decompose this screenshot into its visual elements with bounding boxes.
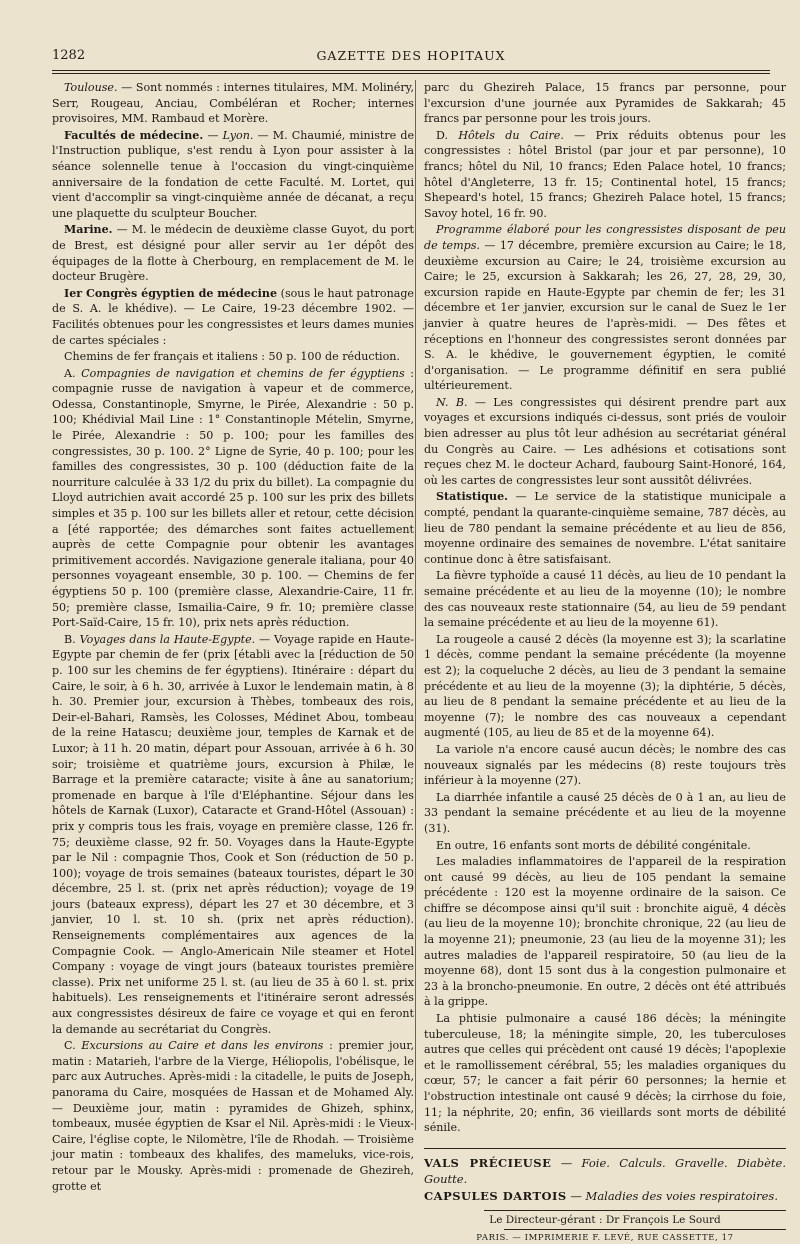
paragraph-marine: [52, 222, 414, 284]
paragraph-diarrhee: [424, 790, 786, 837]
lead-a-label: A.: [64, 366, 76, 380]
text-ghezireh: parc du Ghezireh Palace, 15 francs par personne, pour l'excursion d'une journée aux Pyramides de Sakkarah; 45 francs par personne pour les trois jours.: [424, 81, 786, 126]
lead-hotels: Hôtels du Caire.: [458, 128, 564, 142]
advert-vals: [424, 1155, 786, 1187]
paragraph-navigation: [52, 366, 414, 631]
lead-congres: Ier Congrès égyptien de médecine: [64, 286, 278, 300]
text-phtisie: La phtisie pulmonaire a causé 186 décès; la méningite tuberculeuse, 18; la méningite simple, 20, les tuberculoses autres que celles qui précèdent ont causé 19 décès; l'apoplexie et le ramollissement cérébral, 55; les maladies organiques du cœur, 57; le cancer a fait périr 60 personnes; la hernie et l'obstruction intestinale ont causé 9 décès; la cirrhose du foie, 11; la néphrite, 20; enfin, 36 vieillards sont morts de débilité sénile.: [424, 1012, 786, 1135]
text-fievre: La fièvre typhoïde a causé 11 décès, au lieu de 10 pendant la semaine précédente et au lieu de la moyenne (10); le nombre des cas nouveaux reste stationnaire (54, au lieu de 59 pendant la semaine précédente et au lieu de la moyenne 61).: [424, 569, 786, 630]
printer-imprint: PARIS. — IMPRIMERIE F. LEVÉ, RUE CASSETTE, 17: [476, 1232, 734, 1243]
text-voyages: — Voyage rapide en Haute-Egypte par chemin de fer (prix [établi avec la [réduction de 50 p. 100 sur les chemins de fer égyptiens). Itinéraire : départ du Caire, le soir, à 6 h. 30, arrivée à Luxor le lendemain matin, à 8 h. 30. Premier jour, excursion à Thèbes, tombeaux des rois, Deir-el-Bahari, Ramsès, les Colosses, Médinet Abou, tombeau de la reine Hatascu; deuxième jour, temples de Karnak et de Luxor; à 11 h. 20 matin, départ pour Assouan, arrivée à 6 h. 30 soir; troisième et quatrième jours, excursion à Philæ, le Barrage et la première cataracte; visite à âne au sanatorium; promenade en barque à l'île d'Eléphantine. Séjour dans les hôtels de Karnak (Luxor), Cataracte et Grand-Hôtel (Assouan) : prix y compris tous les frais, voyage en première classe, 126 fr. 75; deuxième classe, 92 fr. 50. Voyages dans la Haute-Egypte par le Nil : compagnie Thos, Cook et Son (réduction de 50 p. 100); voyage de trois semaines (bateaux touristes, départ le 30 décembre, 25 l. st. (prix net après réduction); voyage de 19 jours (bateaux express), départ les 27 et 30 décembre, et 3 janvier, 10 l. st. 10 sh. (prix net après réduction). Renseignements complémentaires aux agences de la Compagnie Cook. — Anglo-Americain Nile steamer et Hotel Company : voyage de vingt jours (bateaux touristes première classe). Prix net uniforme 25 l. st. (au lieu de 35 à 60 l. st. prix habituels). Les renseignements et l'itinéraire seront adressés aux congressistes désireux de faire ce voyage et qui en feront la demande au secrétariat du Congrès.: [52, 632, 414, 1036]
text-chemins-de-fer: Chemins de fer français et italiens : 50 p. 100 de réduction.: [64, 350, 400, 364]
lead-excursions: Excursions au Caire et dans les environs: [81, 1039, 324, 1053]
paragraph-programme: [424, 222, 786, 394]
text-rougeole: La rougeole a causé 2 décès (la moyenne est 3); la scarlatine 1 décès, comme pendant la semaine précédente (la moyenne est 2); la coqueluche 2 décès, au lieu de 3 pendant la semaine précédente et au lieu de la moyenne (3); la diphtérie, 5 décès, au lieu de 8 pendant la semaine précédente et au lieu de la moyenne (7); le nombre des cas nouveaux a cependant augmenté (105, au lieu de 85 et de la moyenne 64).: [424, 632, 786, 740]
text-variole: La variole n'a encore causé aucun décès; le nombre des cas nouveaux signalés par les médecins (8) reste toujours très inférieur à la moyenne (27).: [424, 742, 786, 788]
page-header: [52, 44, 770, 66]
lead-programme: Programme élaboré pour les congressistes disposant de peu de temps.: [424, 223, 786, 252]
text-statistique: — Le service de la statistique municipale a compté, pendant la quarante-cinquième semaine, 787 décès, au lieu de 780 pendant la semaine précédente et au lieu de 856, moyenne ordinaire des semaines de novembre. L'état sanitaire continue donc à être satisfaisant.: [424, 490, 786, 566]
lead-nb: N. B.: [436, 395, 468, 409]
place-lyon: Lyon.: [222, 128, 254, 142]
lead-navigation: Compagnies de navigation et chemins de fer égyptiens: [81, 366, 405, 380]
paragraph-statistique: [424, 489, 786, 567]
lead-marine: Marine.: [64, 223, 113, 237]
text-programme: — 17 décembre, première excursion au Caire; le 18, deuxième excursion au Caire; le 24, troisième excursion au Caire; le 25, excursion à Sakkarah; les 26, 27, 28, 29, 30, excursion rapide en Haute-Egypte par chemin de fer; les 31 décembre et 1er janvier, excursion sur le canal de Suez le 1er janvier à quatre heures de l'après-midi. — Des fêtes et réceptions en l'honneur des congressistes seront données par S. A. le khédive, le gouvernement égyptien, le comité d'organisation. — Le programme définitif en sera publié ultérieurement.: [424, 238, 786, 393]
advert-capsules: [424, 1188, 786, 1204]
paragraph-debilite: [424, 838, 786, 854]
lead-toulouse: Toulouse.: [64, 81, 118, 94]
paragraph-respiration: [424, 854, 786, 1010]
text-toulouse: — Sont nommés : internes titulaires, MM. Molinéry, Serr, Rougeau, Anciau, Combéléran et Rocher; internes provisoires, MM. Rambaud et Morère.: [52, 81, 414, 126]
paragraph-nb: [424, 395, 786, 489]
paragraph-phtisie: [424, 1011, 786, 1136]
directeur-gerant: Le Directeur-gérant : Dr François Le Sourd: [489, 1213, 721, 1226]
paragraph-toulouse: [52, 80, 414, 127]
left-column: [52, 80, 414, 1195]
paragraph-voyages: [52, 632, 414, 1037]
text-navigation: : compagnie russe de navigation à vapeur et de commerce, Odessa, Constantinople, Smyrne, le Pirée, Alexandrie : 50 p. 100; Khédivial Mail Line : 1° Constantinople Mételin, Smyrne, le Pirée, Alexandrie : 50 p. 100; pour les familles des congressistes, 30 p. 100. 2° Ligne de Syrie, 40 p. 100; pour les familles des congressistes, 30 p. 100 (déduction faite de la nourriture calculée à 33 1/2 du prix du billet). La compagnie du Lloyd autrichien avait accordé 25 p. 100 sur les prix des billets simples et 35 p. 100 sur les billets aller et retour, cette décision a [été rapportée; des démarches sont faites actuellement auprès de cette Compagnie pour obtenir les avantages primitivement accordés. Navigazione generale italiana, pour 40 personnes voyageant ensemble, 30 p. 100. — Chemins de fer égyptiens 50 p. 100 (première classe, Alexandrie-Caire, 11 fr. 50; première classe, Ismailia-Caire, 9 fr. 10; première classe Port-Saïd-Caire, 15 fr. 10), prix nets après réduction.: [52, 366, 415, 630]
lead-b-label: B.: [64, 632, 76, 646]
page-number: 1282: [52, 48, 86, 63]
lead-statistique: Statistique.: [436, 490, 508, 504]
text-nb: — Les congressistes qui désirent prendre part aux voyages et excursions indiqués ci-dessus, sont priés de vouloir bien adresser au plus tôt leur adhésion au secrétariat général du Congrès au Caire. — Les adhésions et cotisations sont reçues chez M. le docteur Achard, faubourg Saint-Honoré, 164, où les cartes de congressistes leur sont aussitôt délivrées.: [424, 395, 787, 487]
paragraph-congres: [52, 286, 414, 348]
column-divider: [415, 80, 416, 1130]
paragraph-chemins-de-fer: [52, 349, 414, 365]
lead-facultes: Facultés de médecine.: [64, 128, 204, 142]
paragraph-rougeole: [424, 632, 786, 741]
text-facultes-a: —: [203, 128, 223, 142]
text-hotels: — Prix réduits obtenus pour les congressistes : hôtel Bristol (par jour et par personne), 10 francs; hôtel du Nil, 10 francs; Eden Palace hotel, 10 francs; hôtel d'Angleterre, 13 fr. 15; Continental hotel, 15 francs; Shepeard's hotel, 15 francs; Ghezireh Palace hotel, 15 francs; Savoy hotel, 16 fr. 90.: [424, 128, 787, 220]
paragraph-variole: [424, 742, 786, 789]
gerant-rule: [484, 1210, 786, 1211]
advert-rule: [424, 1148, 786, 1149]
text-facultes-b: — M. Chaumié, ministre de l'Instruction publique, s'est rendu à Lyon pour assister à la séance solennelle tenue à l'occasion du vingt-cinquième anniversaire de la fondation de cette Faculté. M. Lortet, qui vient d'accomplir sa vingt-cinquième année de décanat, a reçu une plaquette du sculpteur Boucher.: [52, 128, 415, 220]
paragraph-hotels: [424, 128, 786, 222]
lead-d-label: D.: [436, 128, 449, 142]
text-congres: (sous le haut patronage de S. A. le khédive). — Le Caire, 19-23 décembre 1902. — Facilités obtenues pour les congressistes et leurs dames munies de cartes spéciales :: [52, 286, 414, 347]
right-column: [424, 80, 786, 1244]
advert-vals-title: VALS PRÉCIEUSE: [424, 1155, 552, 1170]
text-marine: — M. le médecin de deuxième classe Guyot, du port de Brest, est désigné pour aller servir au 1er dépôt des équipages de la flotte à Cherbourg, en remplacement de M. le docteur Brugère.: [52, 223, 414, 284]
paragraph-excursions: [52, 1038, 414, 1194]
lead-c-label: C.: [64, 1039, 76, 1053]
lead-voyages: Voyages dans la Haute-Egypte.: [79, 632, 256, 646]
paragraph-fievre: [424, 568, 786, 630]
text-debilite: En outre, 16 enfants sont morts de débilité congénitale.: [436, 838, 751, 852]
header-rule: [52, 70, 770, 74]
paragraph-facultes: [52, 128, 414, 222]
printer-rule: [504, 1229, 786, 1230]
advert-capsules-text: — Maladies des voies respiratoires.: [566, 1188, 778, 1203]
text-respiration: Les maladies inflammatoires de l'appareil de la respiration ont causé 99 décès, au lieu de 105 pendant la semaine précédente : 120 est la moyenne ordinaire de la saison. Ce chiffre se décompose ainsi qu'il suit : bronchite aiguë, 4 décès (au lieu de la moyenne 10); bronchite chronique, 22 (au lieu de la moyenne 21); pneumonie, 23 (au lieu de la moyenne 31); les autres maladies de l'appareil respiratoire, 50 (au lieu de la moyenne 68), dont 15 sont dus à la congestion pulmonaire et 23 à la broncho-pneumonie. En outre, 2 décès ont été attribués à la grippe.: [424, 855, 786, 1009]
paragraph-ghezireh: [424, 80, 786, 127]
advert-capsules-title: CAPSULES DARTOIS: [424, 1188, 567, 1203]
text-diarrhee: La diarrhée infantile a causé 25 décès de 0 à 1 an, au lieu de 33 pendant la semaine précédente et au lieu de la moyenne (31).: [424, 790, 786, 835]
running-title: GAZETTE DES HOPITAUX: [316, 48, 506, 63]
advert-vals-text: — Foie. Calculs. Gravelle. Diabète. Goutte.: [424, 1155, 786, 1186]
text-excursions: : premier jour, matin : Matarieh, l'arbre de la Vierge, Héliopolis, l'obélisque, le parc aux Autruches. Après-midi : la citadelle, le puits de Joseph, panorama du Caire, mosquées de Hassan et de Mohamed Aly. — Deuxième jour, matin : pyramides de Ghizeh, sphinx, tombeaux, musée égyptien de Ksar el Nil. Après-midi : le Vieux-Caire, l'église copte, le Nilomètre, l'île de Rhodah. — Troisième jour matin : tombeaux des khalifes, des mameluks, vice-rois, retour par le Mousky. Après-midi : promenade de Ghezireh, grotte et: [52, 1039, 414, 1193]
